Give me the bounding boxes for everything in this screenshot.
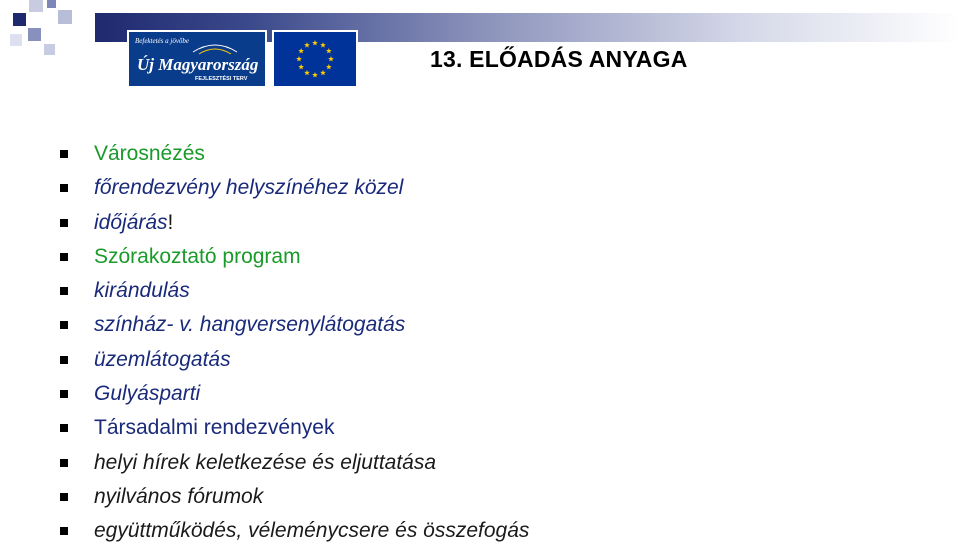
list-item (0, 206, 529, 240)
corner-square-decoration (29, 0, 43, 12)
square-bullet-icon (60, 356, 68, 364)
corner-square-decoration (58, 10, 72, 24)
square-bullet-icon (60, 459, 68, 467)
eu-star-icon (312, 40, 318, 45)
corner-square-decoration (47, 0, 56, 8)
list-item-text: Társadalmi rendezvények (94, 416, 335, 440)
logo-name: Új Magyarország (137, 55, 259, 74)
list-item-text: színház- v. hangversenylátogatás (94, 313, 406, 337)
list-item-text: kirándulás (94, 279, 190, 303)
list-item-suffix: ! (167, 210, 174, 234)
square-bullet-icon (60, 253, 68, 261)
list-item (0, 377, 529, 411)
eu-star-icon (298, 48, 304, 53)
list-item-text: Szórakoztató program (94, 244, 301, 268)
eu-star-icon (296, 56, 302, 61)
list-item-text: nyilvános fórumok (94, 484, 264, 508)
eu-flag-logo (272, 30, 358, 88)
list-item (0, 480, 529, 514)
eu-star-icon (298, 64, 304, 69)
corner-square-decoration (13, 13, 26, 26)
eu-star-icon (320, 42, 326, 47)
corner-square-decoration (28, 28, 41, 41)
square-bullet-icon (60, 527, 68, 535)
eu-star-icon (328, 56, 334, 61)
eu-star-icon (326, 64, 332, 69)
square-bullet-icon (60, 219, 68, 227)
list-item-text: időjárás (94, 210, 168, 234)
list-item-text: főrendezvény helyszínéhez közel (94, 176, 404, 200)
list-item (0, 343, 529, 377)
eu-star-icon (304, 70, 310, 75)
corner-square-decoration (44, 44, 55, 55)
list-item-text: Városnézés (94, 142, 205, 165)
eu-star-icon (312, 72, 318, 77)
eu-star-icon (320, 70, 326, 75)
list-item (0, 240, 529, 274)
list-item (0, 171, 529, 205)
square-bullet-icon (60, 287, 68, 295)
square-bullet-icon (60, 184, 68, 192)
list-item (0, 411, 529, 445)
uj-magyarorszag-logo (127, 30, 267, 88)
list-item (0, 446, 529, 480)
list-item-text: együttműködés, véleménycsere és összefogás (94, 519, 530, 543)
square-bullet-icon (60, 424, 68, 432)
square-bullet-icon (60, 321, 68, 329)
square-bullet-icon (60, 390, 68, 398)
list-item-text: üzemlátogatás (94, 347, 231, 371)
list-item (0, 274, 529, 308)
bullet-list (0, 137, 529, 549)
logo-tagline: Befektetés a jövőbe (135, 37, 190, 45)
list-item (0, 514, 529, 548)
eu-star-icon (304, 42, 310, 47)
slide-title: 13. ELŐADÁS ANYAGA (430, 46, 688, 72)
list-item-text: Gulyásparti (94, 382, 201, 406)
eu-star-icon (326, 48, 332, 53)
square-bullet-icon (60, 493, 68, 501)
square-bullet-icon (60, 150, 68, 158)
list-item-text: helyi hírek keletkezése és eljuttatása (94, 450, 437, 474)
list-item (0, 308, 529, 342)
logo-subtitle: FEJLESZTÉSI TERV (195, 76, 248, 82)
list-item (0, 137, 529, 171)
corner-square-decoration (10, 34, 22, 46)
